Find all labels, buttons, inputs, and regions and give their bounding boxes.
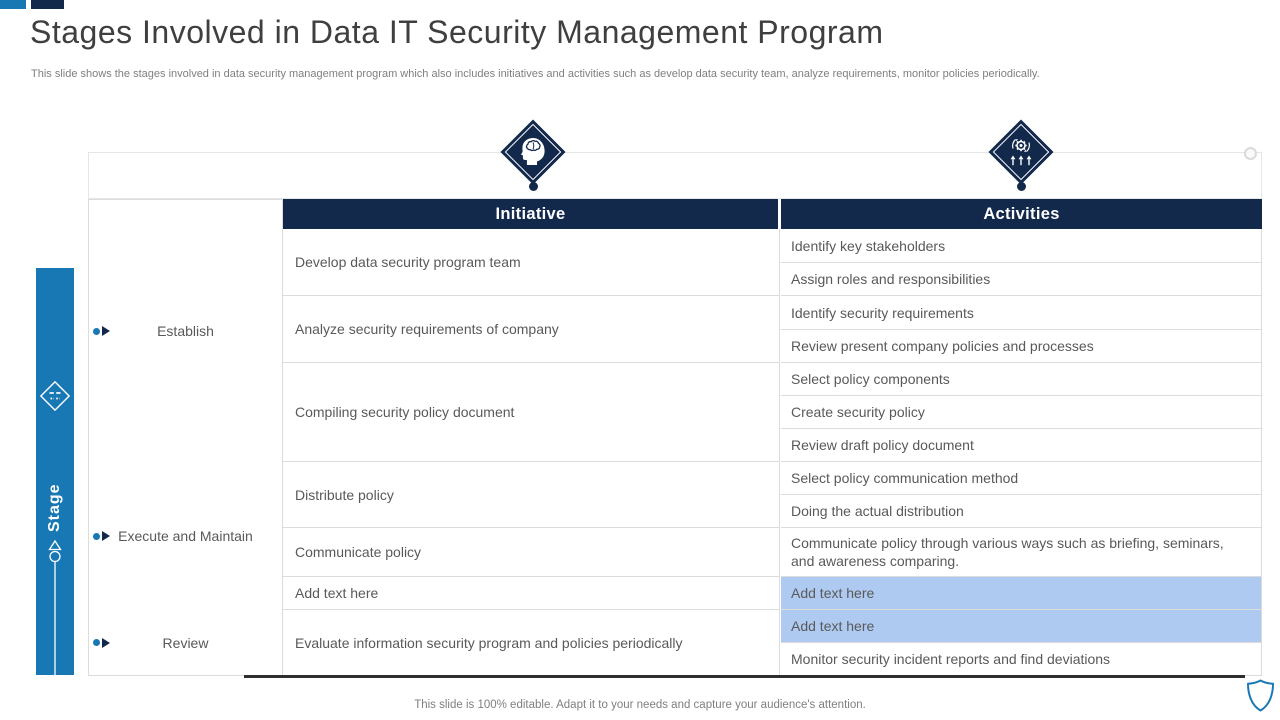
column-header-initiative: Initiative [283,199,778,229]
activity-cell: Identify key stakeholders [781,229,1262,263]
activity-cell: Identify security requirements [781,296,1262,330]
activity-cell: Monitor security incident reports and find deviations [781,643,1262,676]
stage-bullet-icon [93,531,110,541]
initiative-cell: Compiling security policy document [283,363,780,462]
table-bottom-rule [244,675,1245,678]
stage-cell-establish [88,199,283,463]
table-top-empty-row [88,152,1262,199]
activity-cell-placeholder[interactable]: Add text here [781,577,1262,610]
stage-axis-label: Stage [46,483,63,533]
activity-cell: Communicate policy through various ways such as briefing, seminars, and awareness comparing. [781,528,1262,577]
initiative-cell: Analyze security requirements of company [283,296,780,363]
stage-axis-bar [36,268,74,675]
workflow-diamond-icon [37,376,73,421]
activity-cell: Review present company policies and processes [781,330,1262,363]
page-title: Stages Involved in Data IT Security Management Program [30,14,884,50]
initiative-cell-placeholder[interactable]: Add text here [283,577,780,610]
page-subtitle: This slide shows the stages involved in data security management program which also includes initiatives and activities such as develop data security team, analyze requirements, monitor policies periodically. [31,68,1040,80]
accent-bar-blue [0,0,26,9]
accent-bar-navy [31,0,64,9]
gear-process-icon [1003,134,1039,170]
shield-icon [1245,678,1276,718]
stage-name: Execute and Maintain [118,528,253,544]
initiative-diamond-connector-dot [529,182,538,191]
activities-diamond-connector-dot [1017,182,1026,191]
activity-cell-placeholder[interactable]: Add text here [781,610,1262,643]
footer-note: This slide is 100% editable. Adapt it to your needs and capture your audience's attention. [414,699,866,711]
initiative-cell: Evaluate information security program and policies periodically [283,610,780,676]
stage-bullet-icon [93,638,110,648]
stage-cell-execute-and-maintain [88,462,283,611]
activity-cell: Select policy communication method [781,462,1262,495]
activity-cell: Select policy components [781,363,1262,396]
activity-cell: Create security policy [781,396,1262,429]
decorative-circle [1244,147,1257,160]
stage-name: Review [162,634,209,651]
activity-cell: Review draft policy document [781,429,1262,462]
initiative-cell: Communicate policy [283,528,780,577]
stage-name: Establish [157,323,214,339]
activity-cell: Doing the actual distribution [781,495,1262,528]
column-header-activities: Activities [781,199,1262,229]
stage-bullet-icon [93,326,110,336]
stage-cell-review [88,610,283,676]
brain-head-icon [515,134,551,170]
initiative-cell: Distribute policy [283,462,780,528]
stage-axis-arrow-icon [36,538,74,680]
activity-cell: Assign roles and responsibilities [781,263,1262,296]
initiative-cell: Develop data security program team [283,229,780,296]
